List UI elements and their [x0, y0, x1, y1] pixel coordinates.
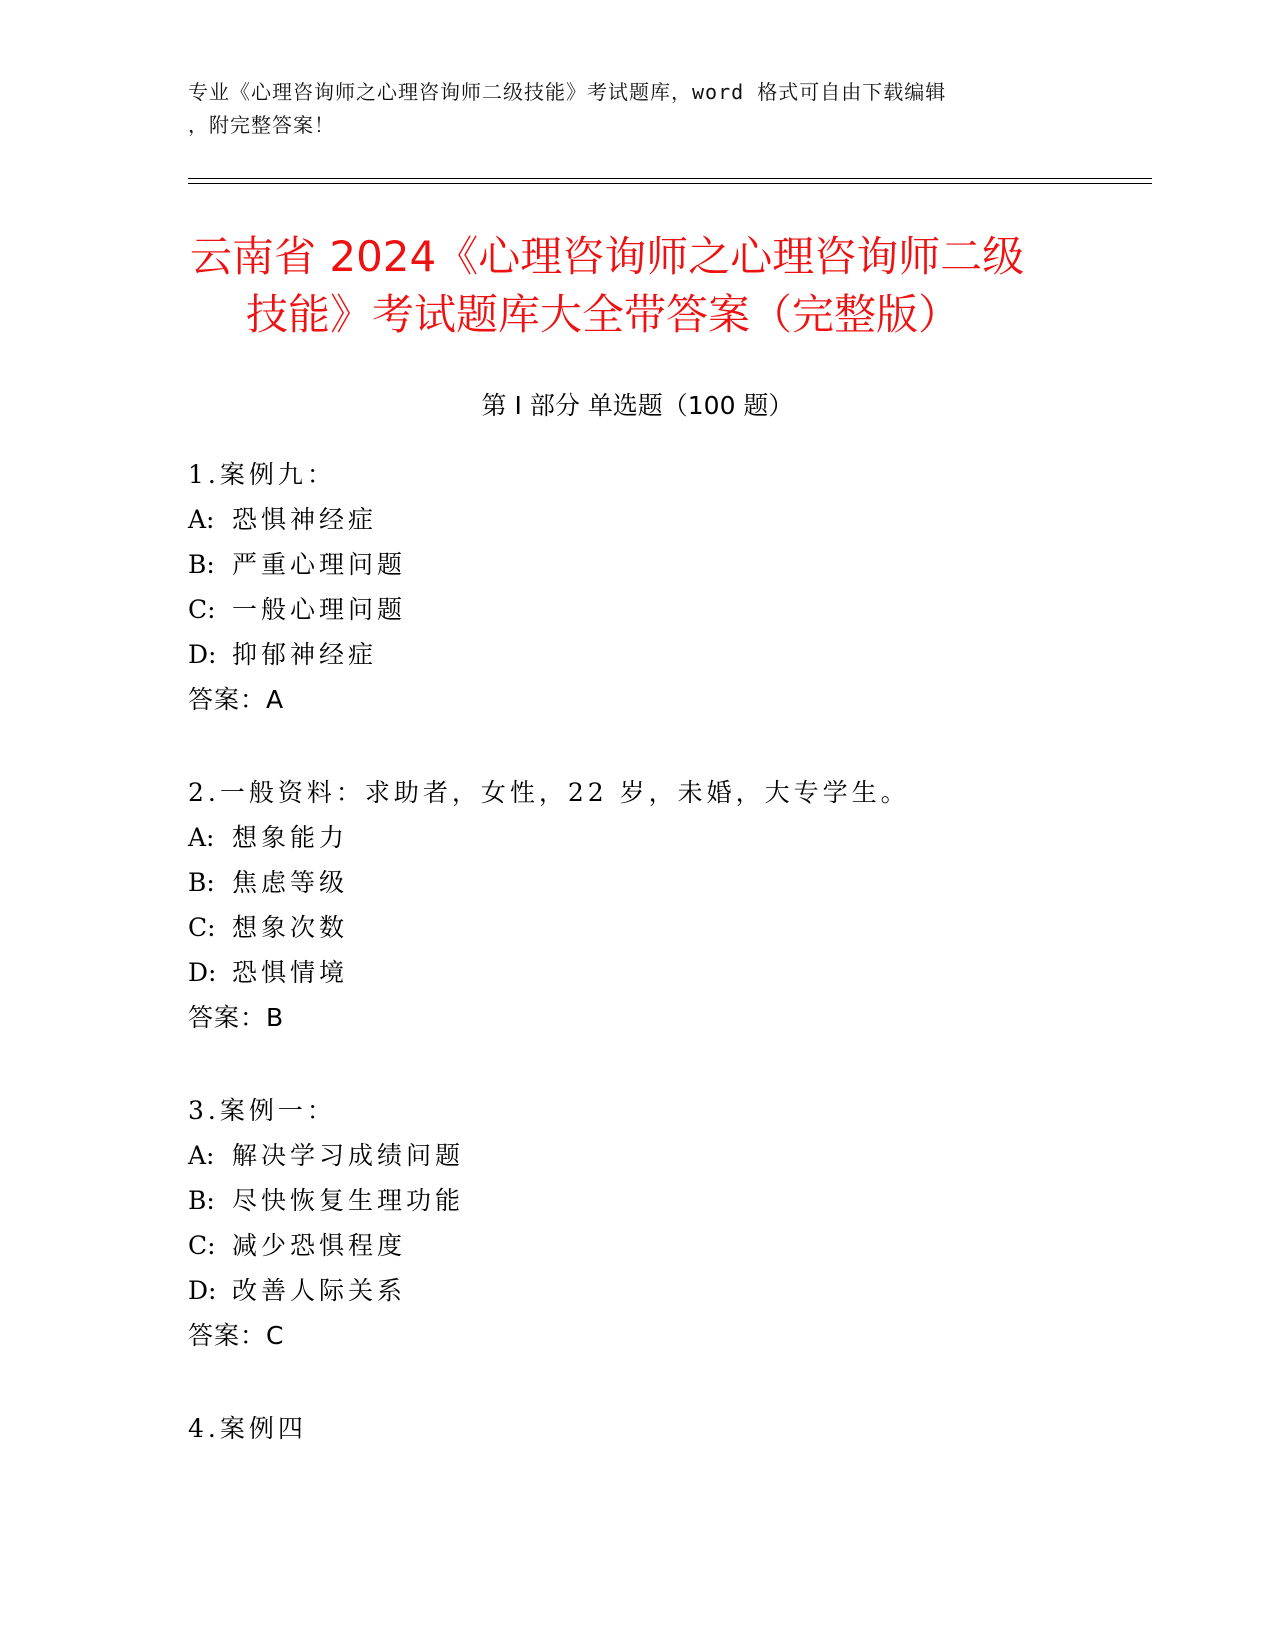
option-text: 尽快恢复生理功能: [232, 1186, 465, 1215]
option-key: B:: [188, 1186, 215, 1215]
option-key: C:: [188, 913, 216, 942]
title-line-2: 技能》考试题库大全带答案（完整版）: [246, 290, 961, 339]
option-c: [188, 905, 1088, 950]
option-key: D:: [188, 640, 217, 669]
option-key: A:: [188, 823, 215, 852]
section-heading: 第 I 部分 单选题（100 题）: [481, 391, 794, 420]
header-note: [188, 76, 1068, 142]
option-text: 恐惧情境: [232, 958, 349, 987]
option-key: D:: [188, 958, 217, 987]
answer: 答案：C: [188, 1321, 285, 1350]
option-key: A:: [188, 1141, 215, 1170]
question-stem: 4.案例四: [188, 1414, 307, 1443]
question-stem: 2.一般资料：求助者，女性，22 岁，未婚，大专学生。: [188, 778, 910, 807]
option-a: [188, 1133, 1088, 1178]
option-text: 一般心理问题: [232, 595, 407, 624]
option-b: [188, 542, 1088, 587]
option-text: 想象次数: [232, 913, 349, 942]
answer: 答案：B: [188, 1003, 285, 1032]
option-b: [188, 1178, 1088, 1223]
option-text: 解决学习成绩问题: [232, 1141, 465, 1170]
option-text: 焦虑等级: [232, 868, 349, 897]
header-line-2: ，附完整答案！: [188, 113, 335, 137]
option-a: [188, 497, 1088, 542]
title-line-1: 云南省 2024《心理咨询师之心理咨询师二级: [190, 232, 1025, 281]
question-2: [188, 770, 1088, 1040]
option-d: [188, 1268, 1088, 1313]
option-key: C:: [188, 1231, 216, 1260]
question-stem: 1.案例九：: [188, 460, 336, 489]
option-d: [188, 950, 1088, 995]
option-key: B:: [188, 868, 215, 897]
option-a: [188, 815, 1088, 860]
question-4: [188, 1406, 1088, 1451]
option-text: 改善人际关系: [232, 1276, 407, 1305]
question-stem: 3.案例一：: [188, 1096, 336, 1125]
option-b: [188, 860, 1088, 905]
header-divider-top: [188, 178, 1152, 179]
option-text: 想象能力: [232, 823, 349, 852]
option-d: [188, 632, 1088, 677]
header-divider-bottom: [188, 183, 1152, 184]
option-key: C:: [188, 595, 216, 624]
document-title: [190, 228, 1090, 344]
option-key: B:: [188, 550, 215, 579]
question-1: [188, 452, 1088, 722]
option-text: 严重心理问题: [232, 550, 407, 579]
question-3: [188, 1088, 1088, 1358]
option-c: [188, 587, 1088, 632]
option-text: 恐惧神经症: [232, 505, 378, 534]
option-key: A:: [188, 505, 215, 534]
header-line-1: 专业《心理咨询师之心理咨询师二级技能》考试题库，word 格式可自由下载编辑: [188, 80, 947, 104]
option-c: [188, 1223, 1088, 1268]
option-text: 减少恐惧程度: [232, 1231, 407, 1260]
answer: 答案：A: [188, 685, 285, 714]
option-text: 抑郁神经症: [232, 640, 378, 669]
option-key: D:: [188, 1276, 217, 1305]
